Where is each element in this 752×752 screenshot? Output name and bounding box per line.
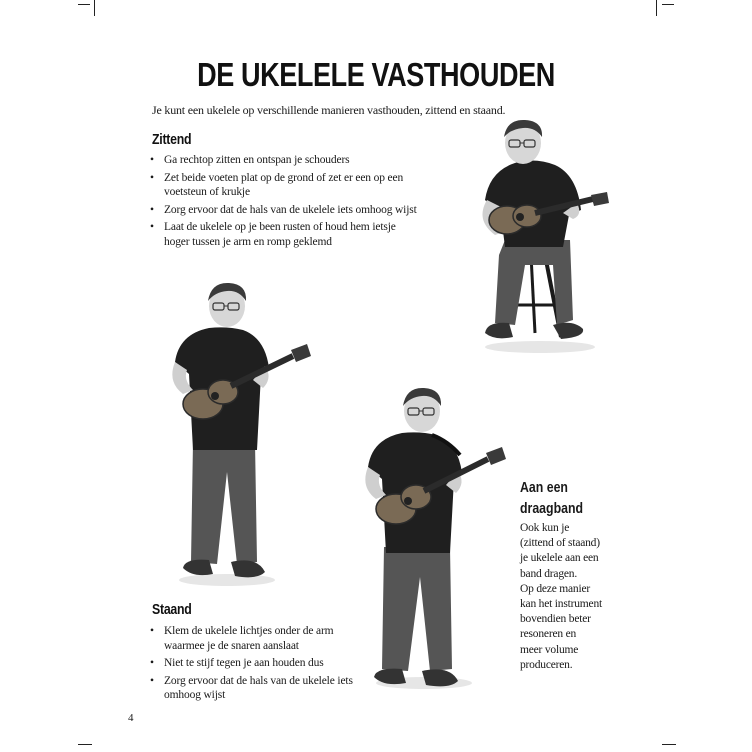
list-item: • Klem de ukelele lichtjes onder de arm waarmee je de snaren aanslaat xyxy=(148,624,358,653)
draagband-line: kan het instrument xyxy=(520,598,602,611)
draagband-line: (zittend of staand) xyxy=(520,537,600,550)
section-heading-staand: Staand xyxy=(152,602,192,618)
list-item: • Ga rechtop zitten en ontspan je schouders xyxy=(148,153,418,168)
standing-boy-photo xyxy=(165,282,315,592)
seated-boy-photo xyxy=(465,115,615,355)
draagband-line: Op deze manier xyxy=(520,582,590,595)
draagband-text xyxy=(520,521,620,673)
draagband-line: meer volume xyxy=(520,643,579,656)
list-item: • Niet te stijf tegen je aan houden dus xyxy=(148,656,358,671)
crop-mark xyxy=(78,744,92,745)
draagband-line: band dragen. xyxy=(520,567,577,580)
page-number: 4 xyxy=(128,712,134,724)
crop-mark xyxy=(662,744,676,745)
boy-with-strap-photo xyxy=(362,385,512,695)
staand-bullet-list xyxy=(148,624,358,706)
crop-mark xyxy=(94,0,95,16)
section-heading-draagband xyxy=(520,478,614,520)
intro-text: Je kunt een ukelele op verschillende manieren vasthouden, zittend en staand. xyxy=(152,103,506,117)
draagband-heading-line: draagband xyxy=(520,501,584,517)
crop-mark xyxy=(662,4,674,5)
draagband-line: resoneren en xyxy=(520,628,577,641)
crop-mark xyxy=(78,4,90,5)
draagband-line: produceren. xyxy=(520,658,573,671)
list-item: • Zet beide voeten plat op de grond of zet er een op een voetsteun of krukje xyxy=(148,171,418,200)
zittend-bullet-list xyxy=(148,153,418,252)
list-item: • Laat de ukelele op je been rusten of houd hem ietsje hoger tussen je arm en romp geklemd xyxy=(148,220,418,249)
list-item: • Zorg ervoor dat de hals van de ukelele iets omhoog wijst xyxy=(148,203,418,218)
crop-mark xyxy=(656,0,657,16)
section-heading-zittend: Zittend xyxy=(152,132,192,148)
draagband-line: je ukelele aan een xyxy=(520,552,599,565)
list-item: • Zorg ervoor dat de hals van de ukelele iets omhoog wijst xyxy=(148,674,358,703)
draagband-line: bovendien beter xyxy=(520,613,591,626)
page-title: DE UKELELE VASTHOUDEN xyxy=(197,56,555,93)
draagband-line: Ook kun je xyxy=(520,522,570,534)
draagband-heading-line: Aan een xyxy=(520,480,568,496)
